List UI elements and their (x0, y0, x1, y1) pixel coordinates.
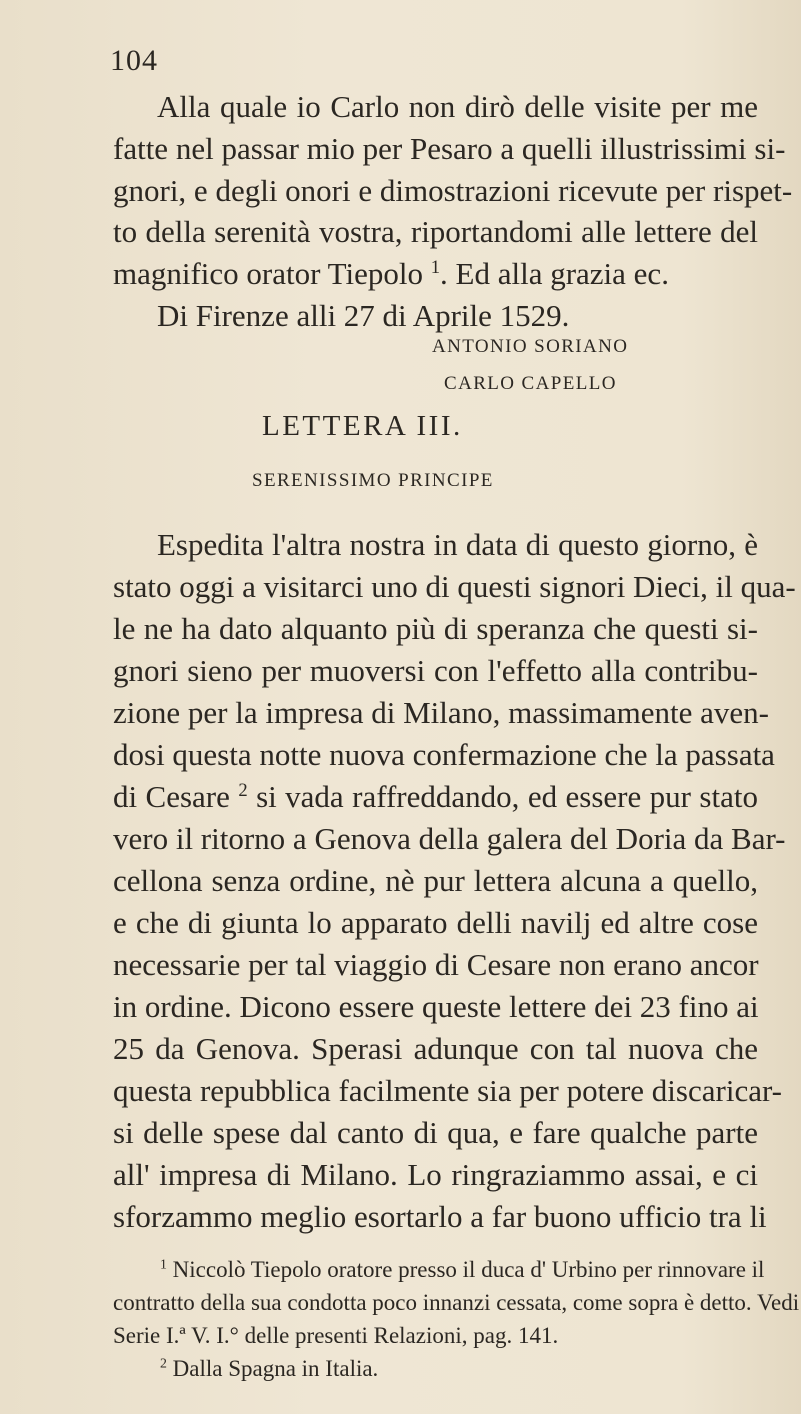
text-line: Alla quale io Carlo non dirò delle visite per me (157, 89, 758, 124)
text-line: si delle spese dal canto di qua, e fare qualche parte (113, 1115, 758, 1150)
text-line: questa repubblica facilmente sia per potere discaricar- (113, 1073, 782, 1108)
footnote-line (160, 1255, 765, 1285)
text-line: to della serenità vostra, riportandomi alle lettere del (113, 214, 758, 249)
text-line: stato oggi a visitarci uno di questi signori Dieci, il qua- (113, 569, 796, 604)
salutation: SERENISSIMO PRINCIPE (252, 470, 494, 491)
text-line: cellona senza ordine, nè pur lettera alcuna a quello, (113, 863, 758, 898)
signatory: ANTONIO SORIANO (432, 336, 629, 357)
text-line: Espedita l'altra nostra in data di questo giorno, è (157, 527, 758, 562)
text-segment: si vada raffreddando, ed essere pur stato (256, 779, 758, 814)
footnote-line (160, 1354, 758, 1384)
footnote-reference: 1 (430, 256, 441, 278)
text-line: all' impresa di Milano. Lo ringraziammo assai, e ci (113, 1157, 758, 1192)
footnote-marker: 1 (160, 1256, 167, 1272)
text-line: gnori sieno per muoversi con l'effetto alla contribu- (113, 653, 758, 688)
signatory: CARLO CAPELLO (444, 373, 617, 394)
text-line (113, 255, 758, 293)
footnote-line: contratto della sua condotta poco innanzi cessata, come sopra è detto. Vedi (113, 1290, 800, 1315)
text-segment: magnifico orator Tiepolo (113, 256, 423, 291)
text-segment: Niccolò Tiepolo oratore presso il duca d' Urbino per rinnovare il (172, 1257, 765, 1282)
text-line: sforzammo meglio esortarlo a far buono ufficio tra li (113, 1199, 767, 1234)
page-number: 104 (110, 44, 158, 77)
text-line: dosi questa notte nuova confermazione che la passata (113, 737, 775, 772)
footnote-marker: 2 (160, 1355, 167, 1371)
text-line: 25 da Genova. Sperasi adunque con tal nuova che (113, 1031, 758, 1066)
footnote-reference: 2 (238, 779, 248, 801)
dateline: Di Firenze alli 27 di Aprile 1529. (157, 298, 570, 333)
text-line: e che di giunta lo apparato delli navilj ed altre cose (113, 905, 758, 940)
text-segment: di Cesare (113, 779, 230, 814)
text-line: in ordine. Dicono essere queste lettere dei 23 fino ai (113, 989, 759, 1024)
text-line: zione per la impresa di Milano, massimamente aven- (113, 695, 769, 730)
text-segment: . Ed alla grazia ec. (440, 256, 669, 291)
text-line: gnori, e degli onori e dimostrazioni ricevute per rispet- (113, 173, 793, 208)
text-segment: Dalla Spagna in Italia. (172, 1356, 379, 1381)
letter-heading: LETTERA III. (262, 410, 463, 442)
text-line: le ne ha dato alquanto più di speranza che questi si- (113, 611, 758, 646)
text-line: fatte nel passar mio per Pesaro a quelli illustrissimi si- (113, 131, 786, 166)
text-line: vero il ritorno a Genova della galera del Doria da Bar- (113, 821, 786, 856)
text-line: necessarie per tal viaggio di Cesare non erano ancor (113, 947, 759, 982)
footnote-line: Serie I.ª V. I.° delle presenti Relazioni, pag. 141. (113, 1323, 559, 1348)
text-line (113, 778, 758, 816)
